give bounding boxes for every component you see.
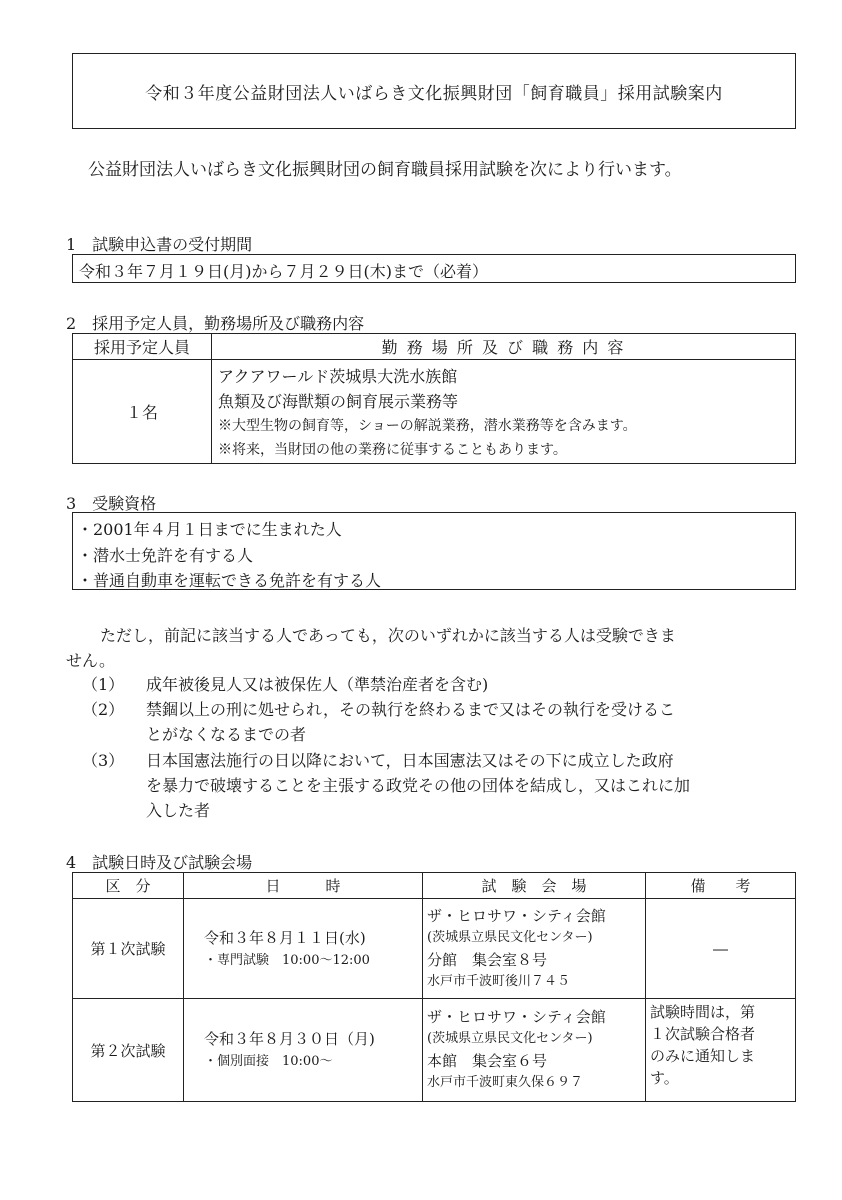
document-title [72, 53, 796, 129]
venue-line: 水戸市千波町後川７４５ [427, 973, 571, 989]
exclusion-text: 日本国憲法施行の日以降において，日本国憲法又はその下に成立した政府 [146, 751, 674, 770]
exclusion-text: 禁錮以上の刑に処せられ，その執行を終わるまで又はその執行を受けるこ [146, 700, 675, 719]
duty-line: アクアワールド茨城県大洗水族館 [218, 367, 458, 386]
exam-venue [423, 999, 646, 1102]
duty-note: ※大型生物の飼育等，ショーの解説業務，潜水業務等を含みます。 [218, 418, 637, 434]
header-date: 日 時 [184, 873, 423, 899]
note-line: のみに通知しま [650, 1047, 756, 1065]
exclusion-num: （1） [82, 675, 125, 694]
exclusion-text: を暴力で破壊することを主張する政党その他の団体を結成し，又はこれに加 [146, 776, 691, 795]
title-text: 令和３年度公益財団法人いばらき文化振興財団「飼育職員」採用試験案内 [145, 83, 723, 104]
positions-table [72, 333, 796, 464]
exam-datetime [184, 999, 423, 1102]
section4-heading: 4 試験日時及び試験会場 [66, 853, 253, 872]
col-count-header: 採用予定人員 [73, 334, 212, 360]
exclusion-num: （3） [82, 751, 125, 770]
header-venue: 試 験 会 場 [423, 873, 646, 899]
exclusion-text: 入した者 [146, 801, 211, 820]
schedule-table [72, 872, 796, 1102]
venue-line: (茨城県立県民文化センター) [427, 1031, 593, 1046]
exam-detail: ・個別面接 10:00～ [204, 1054, 333, 1069]
venue-line: ザ・ヒロサワ・シティ会館 [427, 906, 606, 925]
exam-note: ― [646, 899, 796, 999]
header-kubun: 区 分 [73, 873, 184, 899]
exclusion-num: （2） [82, 700, 125, 719]
table-row [73, 899, 796, 999]
note-line: １次試験合格者 [650, 1025, 756, 1043]
venue-line: (茨城県立県民文化センター) [427, 929, 593, 945]
venue-line: 本館 集会室６号 [427, 1052, 548, 1070]
place-and-duties [212, 360, 796, 464]
exam-venue [423, 899, 646, 999]
section1-heading: 1 試験申込書の受付期間 [66, 235, 253, 254]
intro-text: 公益財団法人いばらき文化振興財団の飼育職員採用試験を次により行います。 [88, 160, 682, 180]
exam-note [646, 999, 796, 1102]
exam-stage: 第１次試験 [73, 899, 184, 999]
exclusion-note-cont: せん。 [66, 651, 115, 670]
qualification-item: ・2001年４月１日までに生まれた人 [77, 520, 342, 539]
exclusion-text: とがなくなるまでの者 [146, 725, 307, 744]
exclusion-text: 成年被後見人又は被保佐人（準禁治産者を含む) [146, 675, 489, 694]
venue-line: 水戸市千波町東久保６９７ [427, 1075, 584, 1090]
table-row [73, 999, 796, 1102]
col-place-header: 勤 務 場 所 及 び 職 務 内 容 [212, 334, 796, 360]
exam-detail: ・専門試験 10:00～12:00 [204, 952, 370, 968]
duty-note: ※将来，当財団の他の業務に従事することもあります。 [218, 442, 567, 458]
hire-count: １名 [73, 360, 212, 464]
venue-line: 分館 集会室８号 [427, 950, 548, 969]
exclusion-note: ただし，前記に該当する人であっても，次のいずれかに該当する人は受験できま [100, 626, 676, 645]
note-line: 試験時間は，第 [650, 1003, 756, 1021]
exam-date: 令和３年８月３０日（月) [204, 1030, 375, 1048]
exam-stage: 第２次試験 [73, 999, 184, 1102]
note-line: す。 [650, 1069, 679, 1087]
duty-line: 魚類及び海獣類の飼育展示業務等 [218, 392, 459, 411]
exam-date: 令和３年８月１１日(水) [204, 928, 366, 947]
header-note: 備 考 [646, 873, 796, 899]
application-period: 令和３年７月１９日(月)から７月２９日(木)まで（必着） [79, 262, 488, 281]
qualification-item: ・潜水士免許を有する人 [77, 546, 254, 565]
qualifications-box [72, 512, 796, 590]
exam-datetime [184, 899, 423, 999]
qualification-item: ・普通自動車を運転できる免許を有する人 [77, 571, 382, 590]
section3-heading: 3 受験資格 [66, 494, 157, 513]
venue-line: ザ・ヒロサワ・シティ会館 [427, 1008, 606, 1026]
section2-heading: 2 採用予定人員，勤務場所及び職務内容 [66, 314, 365, 333]
application-period-box [72, 254, 796, 283]
